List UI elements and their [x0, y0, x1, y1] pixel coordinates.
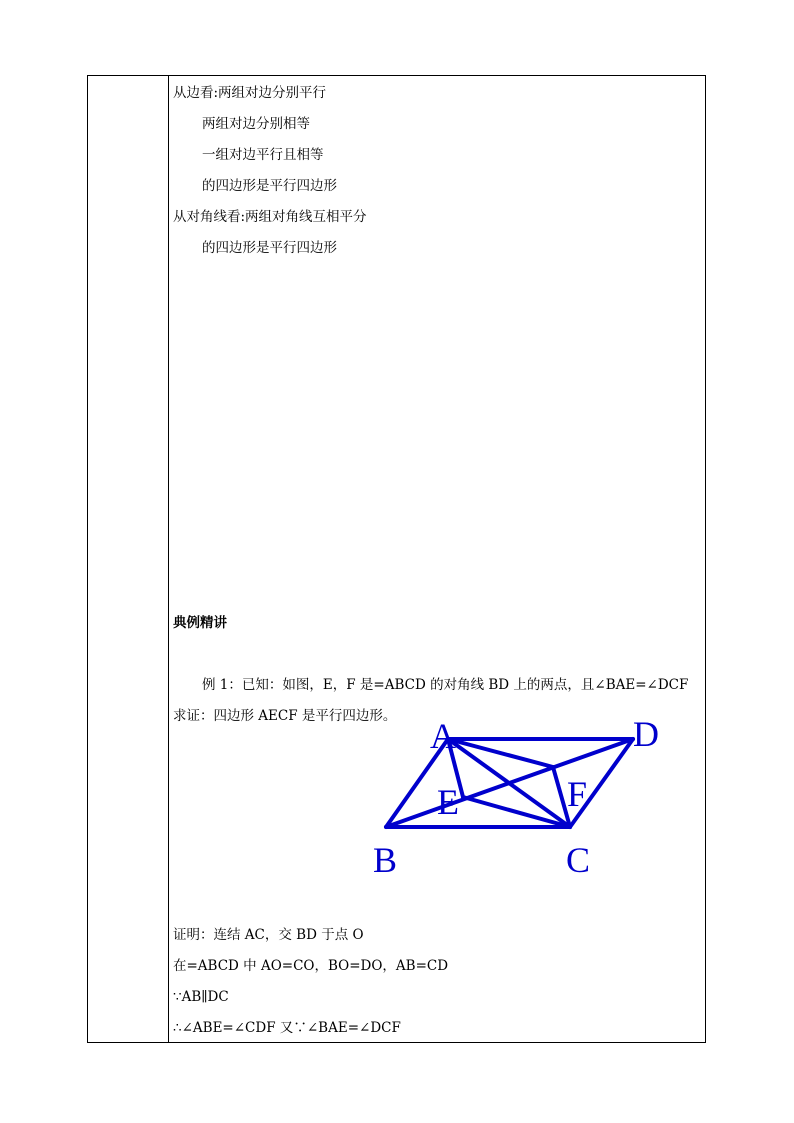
label-f: F	[567, 774, 588, 814]
label-c: C	[566, 840, 591, 880]
diagonal-method-conclusion: 的四边形是平行四边形	[202, 240, 337, 256]
side-method-line: 从边看:两组对边分别平行	[173, 85, 327, 101]
side-method-line-3: 一组对边平行且相等	[202, 147, 324, 163]
diagonal-ac	[448, 739, 570, 827]
side-method-line-2: 两组对边分别相等	[202, 116, 310, 132]
parallelogram-figure	[370, 712, 690, 882]
segment-ec	[463, 797, 570, 827]
side-method-conclusion: 的四边形是平行四边形	[202, 178, 337, 194]
label-a: A	[430, 716, 456, 756]
proof-line-1: 证明：连结 AC，交 BD 于点 O	[173, 927, 364, 943]
proof-line-2: 在=ABCD 中 AO=CO，BO=DO，AB=CD	[173, 958, 449, 974]
example-prove-line: 求证：四边形 AECF 是平行四边形。	[173, 708, 397, 724]
segment-af	[448, 739, 553, 767]
label-b: B	[373, 840, 398, 880]
proof-line-3: ∵AB∥DC	[173, 989, 229, 1005]
label-d: D	[633, 714, 659, 754]
section-heading: 典例精讲	[173, 615, 227, 631]
proof-line-4: ∴∠ABE=∠CDF 又∵∠BAE=∠DCF	[173, 1020, 401, 1036]
label-e: E	[437, 782, 459, 822]
example-problem-line: 例 1：已知：如图，E，F 是=ABCD 的对角线 BD 上的两点，且∠BAE=∠DCF	[202, 677, 689, 693]
diagonal-method-line: 从对角线看:两组对角线互相平分	[173, 209, 367, 225]
column-divider	[168, 76, 169, 1042]
